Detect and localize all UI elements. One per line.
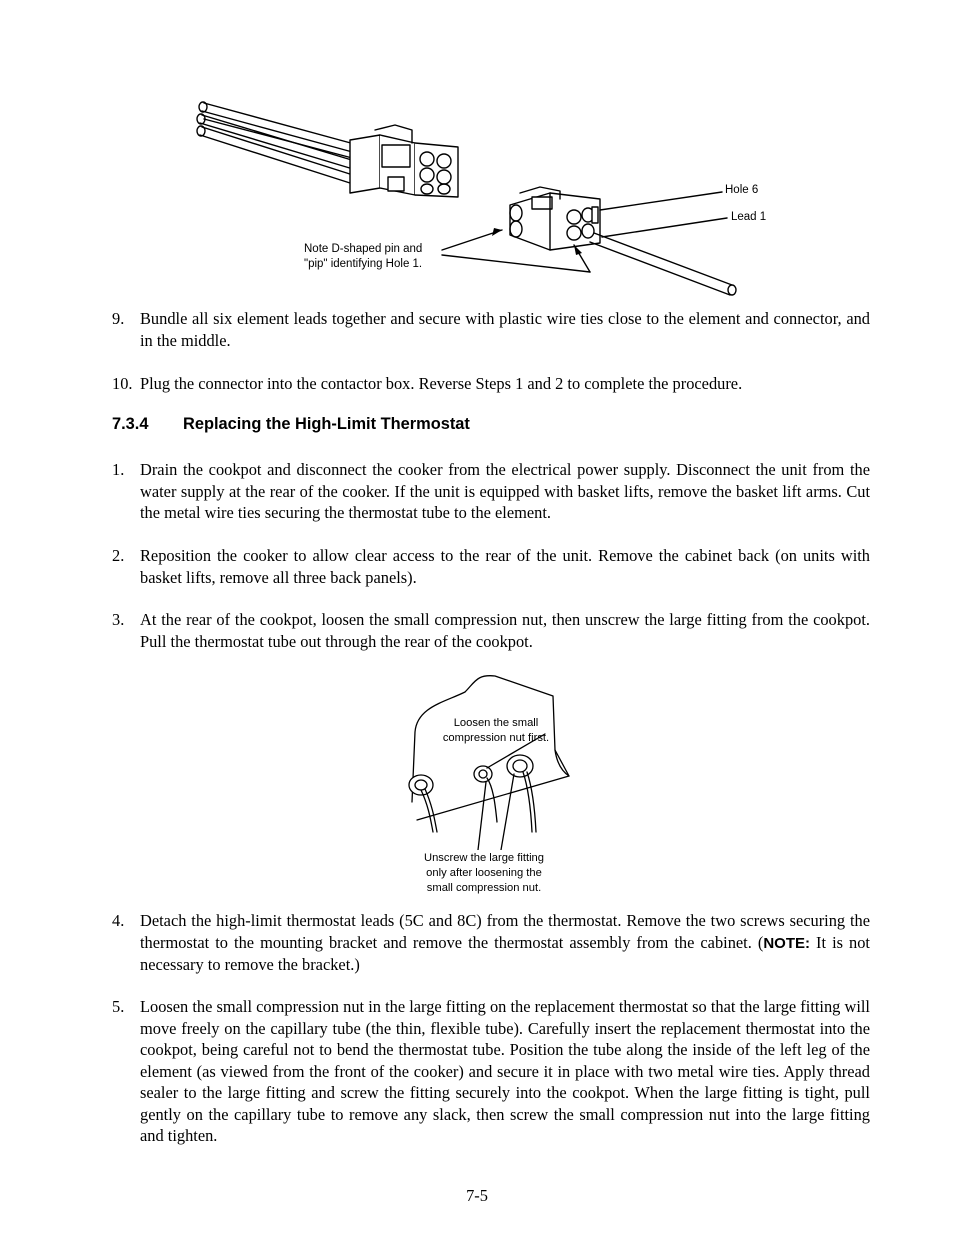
unscrew-callout-line1: Unscrew the large fitting — [423, 852, 544, 864]
step-number: 9. — [112, 309, 125, 328]
compression-fitting-illustration — [405, 672, 577, 850]
unscrew-callout-line3: small compression nut. — [426, 882, 542, 894]
step-text-before: Detach the high-limit thermostat leads (5C and 8C) from the thermostat. Remove the two screws securing the thermostat to the mounting bracket and remove the thermostat assembly from the cabinet. ( — [140, 911, 870, 952]
note-callout — [304, 242, 422, 272]
step-4 — [112, 910, 870, 976]
page-number: 7-5 — [466, 1186, 488, 1205]
step-number: 3. — [112, 610, 125, 629]
note-callout-line2: "pip" identifying Hole 1. — [304, 258, 423, 270]
note-label: NOTE: — [763, 934, 810, 952]
connector-illustration — [190, 85, 790, 300]
note-callout-line1: Note D-shaped pin and — [304, 243, 423, 255]
loosen-callout-line2: compression nut first. — [442, 732, 550, 744]
step-number: 5. — [112, 997, 125, 1016]
step-text — [140, 910, 870, 976]
step-number: 10. — [112, 374, 133, 393]
section-heading — [112, 415, 470, 434]
section-number: 7.3.4 — [112, 415, 149, 433]
unscrew-callout — [393, 851, 575, 896]
step-text: Loosen the small compression nut in the large fitting on the replacement thermostat so that the large fitting will move freely on the capillary tube (the thin, flexible tube). Carefully insert the replacement thermostat into the cookpot, being careful not to bend the thermostat tube. Position the tube along the inside of the left leg of the element (as viewed from the front of the cooker) and secure it in place with two metal wire ties. Apply thread sealer to the large fitting and screw the fitting securely into the cookpot. When the large fitting is tight, pull gently on the capillary tube to remove any slack, then screw the small compression nut into the large fitting and tighten. — [140, 997, 870, 1145]
step-1 — [112, 459, 870, 524]
step-text: Bundle all six element leads together and secure with plastic wire ties close to the element and connector, and in the middle. — [140, 309, 870, 350]
step-text: Drain the cookpot and disconnect the cooker from the electrical power supply. Disconnect the unit from the water supply at the rear of the cooker. If the unit is equipped with basket lifts, remove the basket lift arms. Cut the metal wire ties securing the thermostat tube to the element. — [140, 460, 870, 522]
hole6-label: Hole 6 — [725, 184, 759, 196]
step-text: At the rear of the cookpot, loosen the small compression nut, then unscrew the large fitting from the cookpot. Pull the thermostat tube out through the rear of the cookpot. — [140, 610, 870, 651]
step-number: 1. — [112, 460, 125, 479]
step-text: Plug the connector into the contactor box. Reverse Steps 1 and 2 to complete the procedure. — [140, 374, 743, 393]
unscrew-callout-line2: only after loosening the — [426, 867, 542, 879]
step-text-after: It is not necessary to remove the bracket.) — [140, 932, 870, 974]
section-title: Replacing the High-Limit Thermostat — [183, 415, 470, 433]
step-10 — [112, 373, 870, 395]
step-number: 2. — [112, 546, 125, 565]
step-text: Reposition the cooker to allow clear access to the rear of the unit. Remove the cabinet back (on units with basket lifts, remove all three back panels). — [140, 546, 870, 587]
loosen-callout-line1: Loosen the small — [453, 717, 539, 729]
lead1-label: Lead 1 — [731, 211, 767, 223]
loosen-callout — [405, 716, 587, 746]
step-9 — [112, 308, 870, 351]
step-number: 4. — [112, 911, 125, 930]
step-2 — [112, 545, 870, 588]
step-5 — [112, 996, 870, 1147]
step-3 — [112, 609, 870, 652]
